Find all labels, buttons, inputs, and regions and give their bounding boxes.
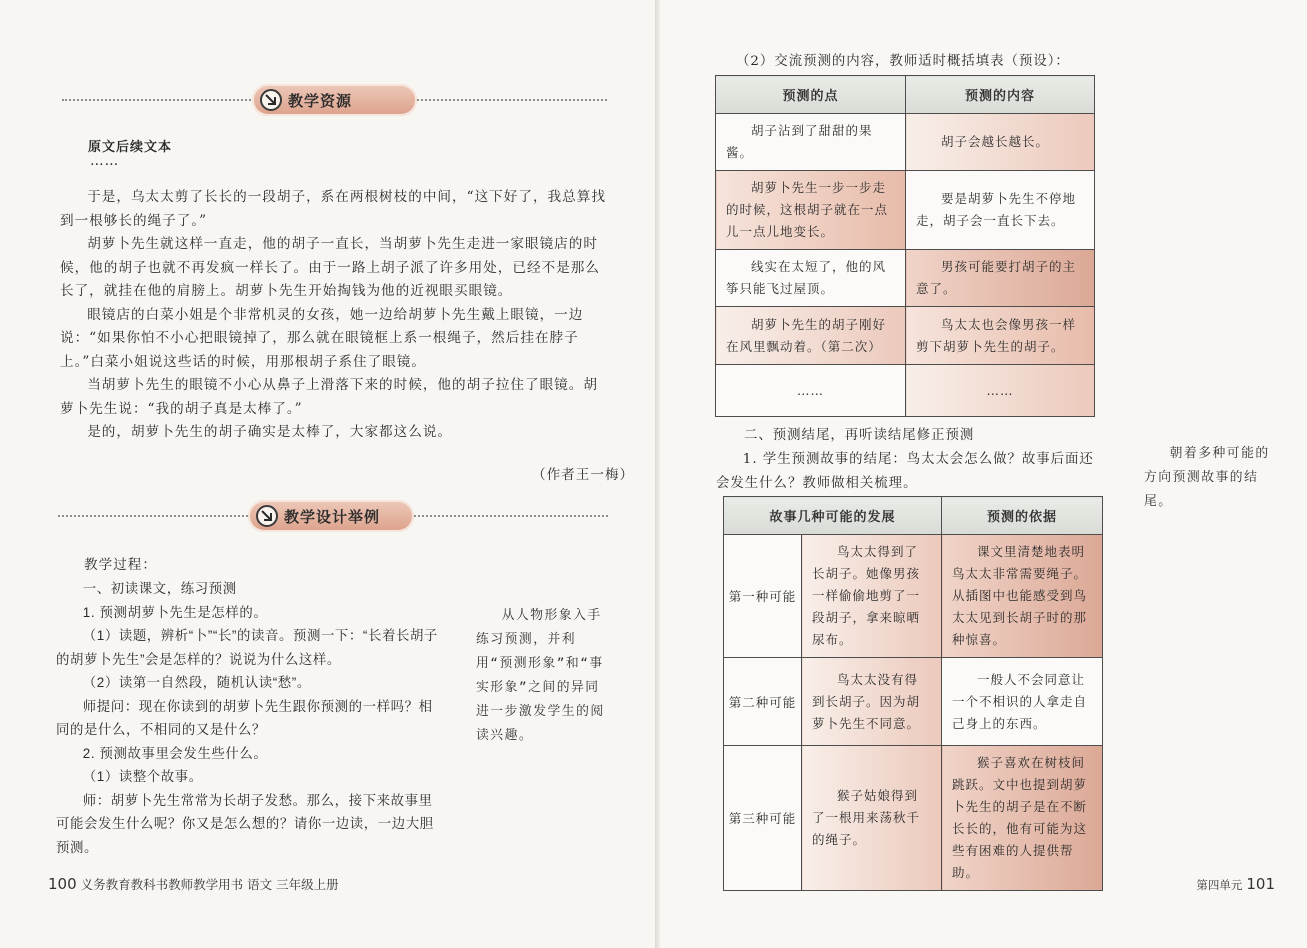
table-header: 预测的依据: [942, 497, 1103, 535]
story-text: [60, 186, 610, 445]
table-intro: （2）交流预测的内容，教师适时概括填表（预设）：: [736, 54, 1070, 69]
step-heading: 一、初读课文，练习预测: [82, 581, 237, 596]
side-note: 从人物形象入手练习预测，并利用“预测形象”和“事实形象”之间的异同进一步激发学生的阅读兴趣。: [476, 608, 605, 743]
table-header: 预测的内容: [906, 76, 1095, 114]
teaching-steps: [56, 577, 441, 859]
step-text: 1. 学生预测故事的结尾：鸟太太会怎么做？故事后面还会发生什么？教师做相关梳理。: [716, 452, 1094, 491]
paragraph: 当胡萝卜先生的眼镜不小心从鼻子上滑落下来的时候，他的胡子拉住了眼镜。胡萝卜先生说：“我的胡子真是太棒了。”: [60, 377, 598, 417]
row-label: 第二种可能: [724, 658, 802, 746]
table-cell: 一般人不会同意让一个不相识的人拿走自己身上的东西。: [942, 658, 1103, 746]
side-note: 朝着多种可能的方向预测故事的结尾。: [1144, 446, 1270, 509]
ellipsis: ……: [90, 153, 120, 169]
step: （1）读整个故事。: [82, 769, 203, 784]
row-label: 第一种可能: [724, 535, 802, 658]
table-row: [716, 307, 1095, 365]
step: 1. 预测胡萝卜先生是怎样的。: [82, 604, 268, 620]
paragraph: 眼镜店的白菜小姐是个非常机灵的女孩，她一边给胡萝卜先生戴上眼镜，一边说：“如果你怕不小心把眼镜掉了，那么就在眼镜框上系一根绳子，然后挂在脖子上。”白菜小姐说这些话的时候，用那根胡子系住了眼镜。: [60, 306, 584, 370]
step: 2. 预测故事里会发生些什么。: [82, 745, 268, 761]
paragraph: 是的，胡萝卜先生的胡子确实是太棒了，大家都这么说。: [87, 424, 453, 440]
table-header: 故事几种可能的发展: [724, 497, 942, 535]
arrow-down-right-icon: [256, 505, 278, 527]
step: 师：胡萝卜先生常常为长胡子发愁。那么，接下来故事里可能会发生什么呢？你又是怎么想的？请你一边读，一边大胆预测。: [56, 792, 434, 855]
subheading: 原文后续文本: [88, 140, 173, 155]
table-cell: 课文里清楚地表明鸟太太非常需要绳子。从插图中也能感受到鸟太太见到长胡子时的那种惊喜。: [942, 535, 1103, 658]
ending-table: [723, 496, 1103, 891]
table-row: [716, 250, 1095, 307]
table-cell: 线实在太短了，他的风筝只能飞过屋顶。: [716, 250, 906, 307]
paragraph: 于是，乌太太剪了长长的一段胡子，系在两根树枝的中间，“这下好了，我总算找到一根够长的绳子了。”: [60, 189, 606, 229]
page-footer: [48, 875, 339, 893]
process-label: 教学过程：: [84, 557, 157, 573]
table-cell: 男孩可能要打胡子的主意了。: [906, 250, 1095, 307]
table-row: [724, 535, 1103, 658]
section-title: 教学设计举例: [284, 507, 381, 526]
section-banner-design: [248, 500, 414, 532]
page-footer: [1196, 875, 1275, 893]
table-cell: 胡子沾到了甜甜的果酱。: [716, 114, 906, 171]
table-cell: 胡萝卜先生的胡子刚好在风里飘动着。（第二次）: [716, 307, 906, 365]
table-cell: 猴子喜欢在树枝间跳跃。文中也提到胡萝卜先生的胡子是在不断长长的，他有可能为这些有困难的人提供帮助。: [942, 746, 1103, 891]
table-row: [716, 171, 1095, 250]
prediction-table: [715, 75, 1095, 417]
page-number: 100: [48, 875, 77, 893]
section-title: 教学资源: [288, 91, 353, 110]
unit-label: 第四单元: [1196, 878, 1243, 892]
table-header: 预测的点: [716, 76, 906, 114]
author-credit: （作者王一梅）: [532, 467, 635, 483]
table-cell: 鸟太太也会像男孩一样剪下胡萝卜先生的胡子。: [906, 307, 1095, 365]
book-title: 义务教育教科书教师教学用书 语文 三年级上册: [80, 877, 339, 892]
table-row: [724, 746, 1103, 891]
table-cell: 猴子姑娘得到了一根用来荡秋千的绳子。: [802, 746, 942, 891]
table-row: [716, 114, 1095, 171]
step: 师提问：现在你读到的胡萝卜先生跟你预测的一样吗？相同的是什么，不相同的又是什么？: [56, 698, 433, 737]
right-page: [660, 0, 1307, 948]
table-cell: 要是胡萝卜先生不停地走，胡子会一直长下去。: [906, 171, 1095, 250]
table-cell: 鸟太太得到了长胡子。她像男孩一样偷偷地剪了一段胡子，拿来晾晒尿布。: [802, 535, 942, 658]
table-cell: 胡子会越长越长。: [906, 114, 1095, 171]
section-heading: 二、预测结尾，再听读结尾修正预测: [744, 428, 975, 443]
step: （2）读第一自然段，随机认读“愁”。: [82, 675, 311, 690]
row-label: 第三种可能: [724, 746, 802, 891]
table-cell: ……: [716, 365, 906, 417]
table-row: [724, 658, 1103, 746]
paragraph: 胡萝卜先生就这样一直走，他的胡子一直长，当胡萝卜先生走进一家眼镜店的时候，他的胡子也就不再发疯一样长了。由于一路上胡子派了许多用处，已经不是那么长了，就挂在他的肩膀上。胡萝卜先生开始掏钱为他的近视眼买眼镜。: [60, 236, 600, 299]
table-row: [716, 365, 1095, 417]
step: （1）读题，辨析“卜”“长”的读音。预测一下：“长着长胡子的胡萝卜先生”会是怎样的？说说为什么这样。: [56, 628, 438, 667]
arrow-down-right-icon: [260, 89, 282, 111]
page-number: 101: [1246, 875, 1275, 893]
table-cell: 胡萝卜先生一步一步走的时候，这根胡子就在一点儿一点儿地变长。: [716, 171, 906, 250]
table-cell: 鸟太太没有得到长胡子。因为胡萝卜先生不同意。: [802, 658, 942, 746]
table-cell: ……: [906, 365, 1095, 417]
section-banner-resources: [252, 84, 417, 116]
